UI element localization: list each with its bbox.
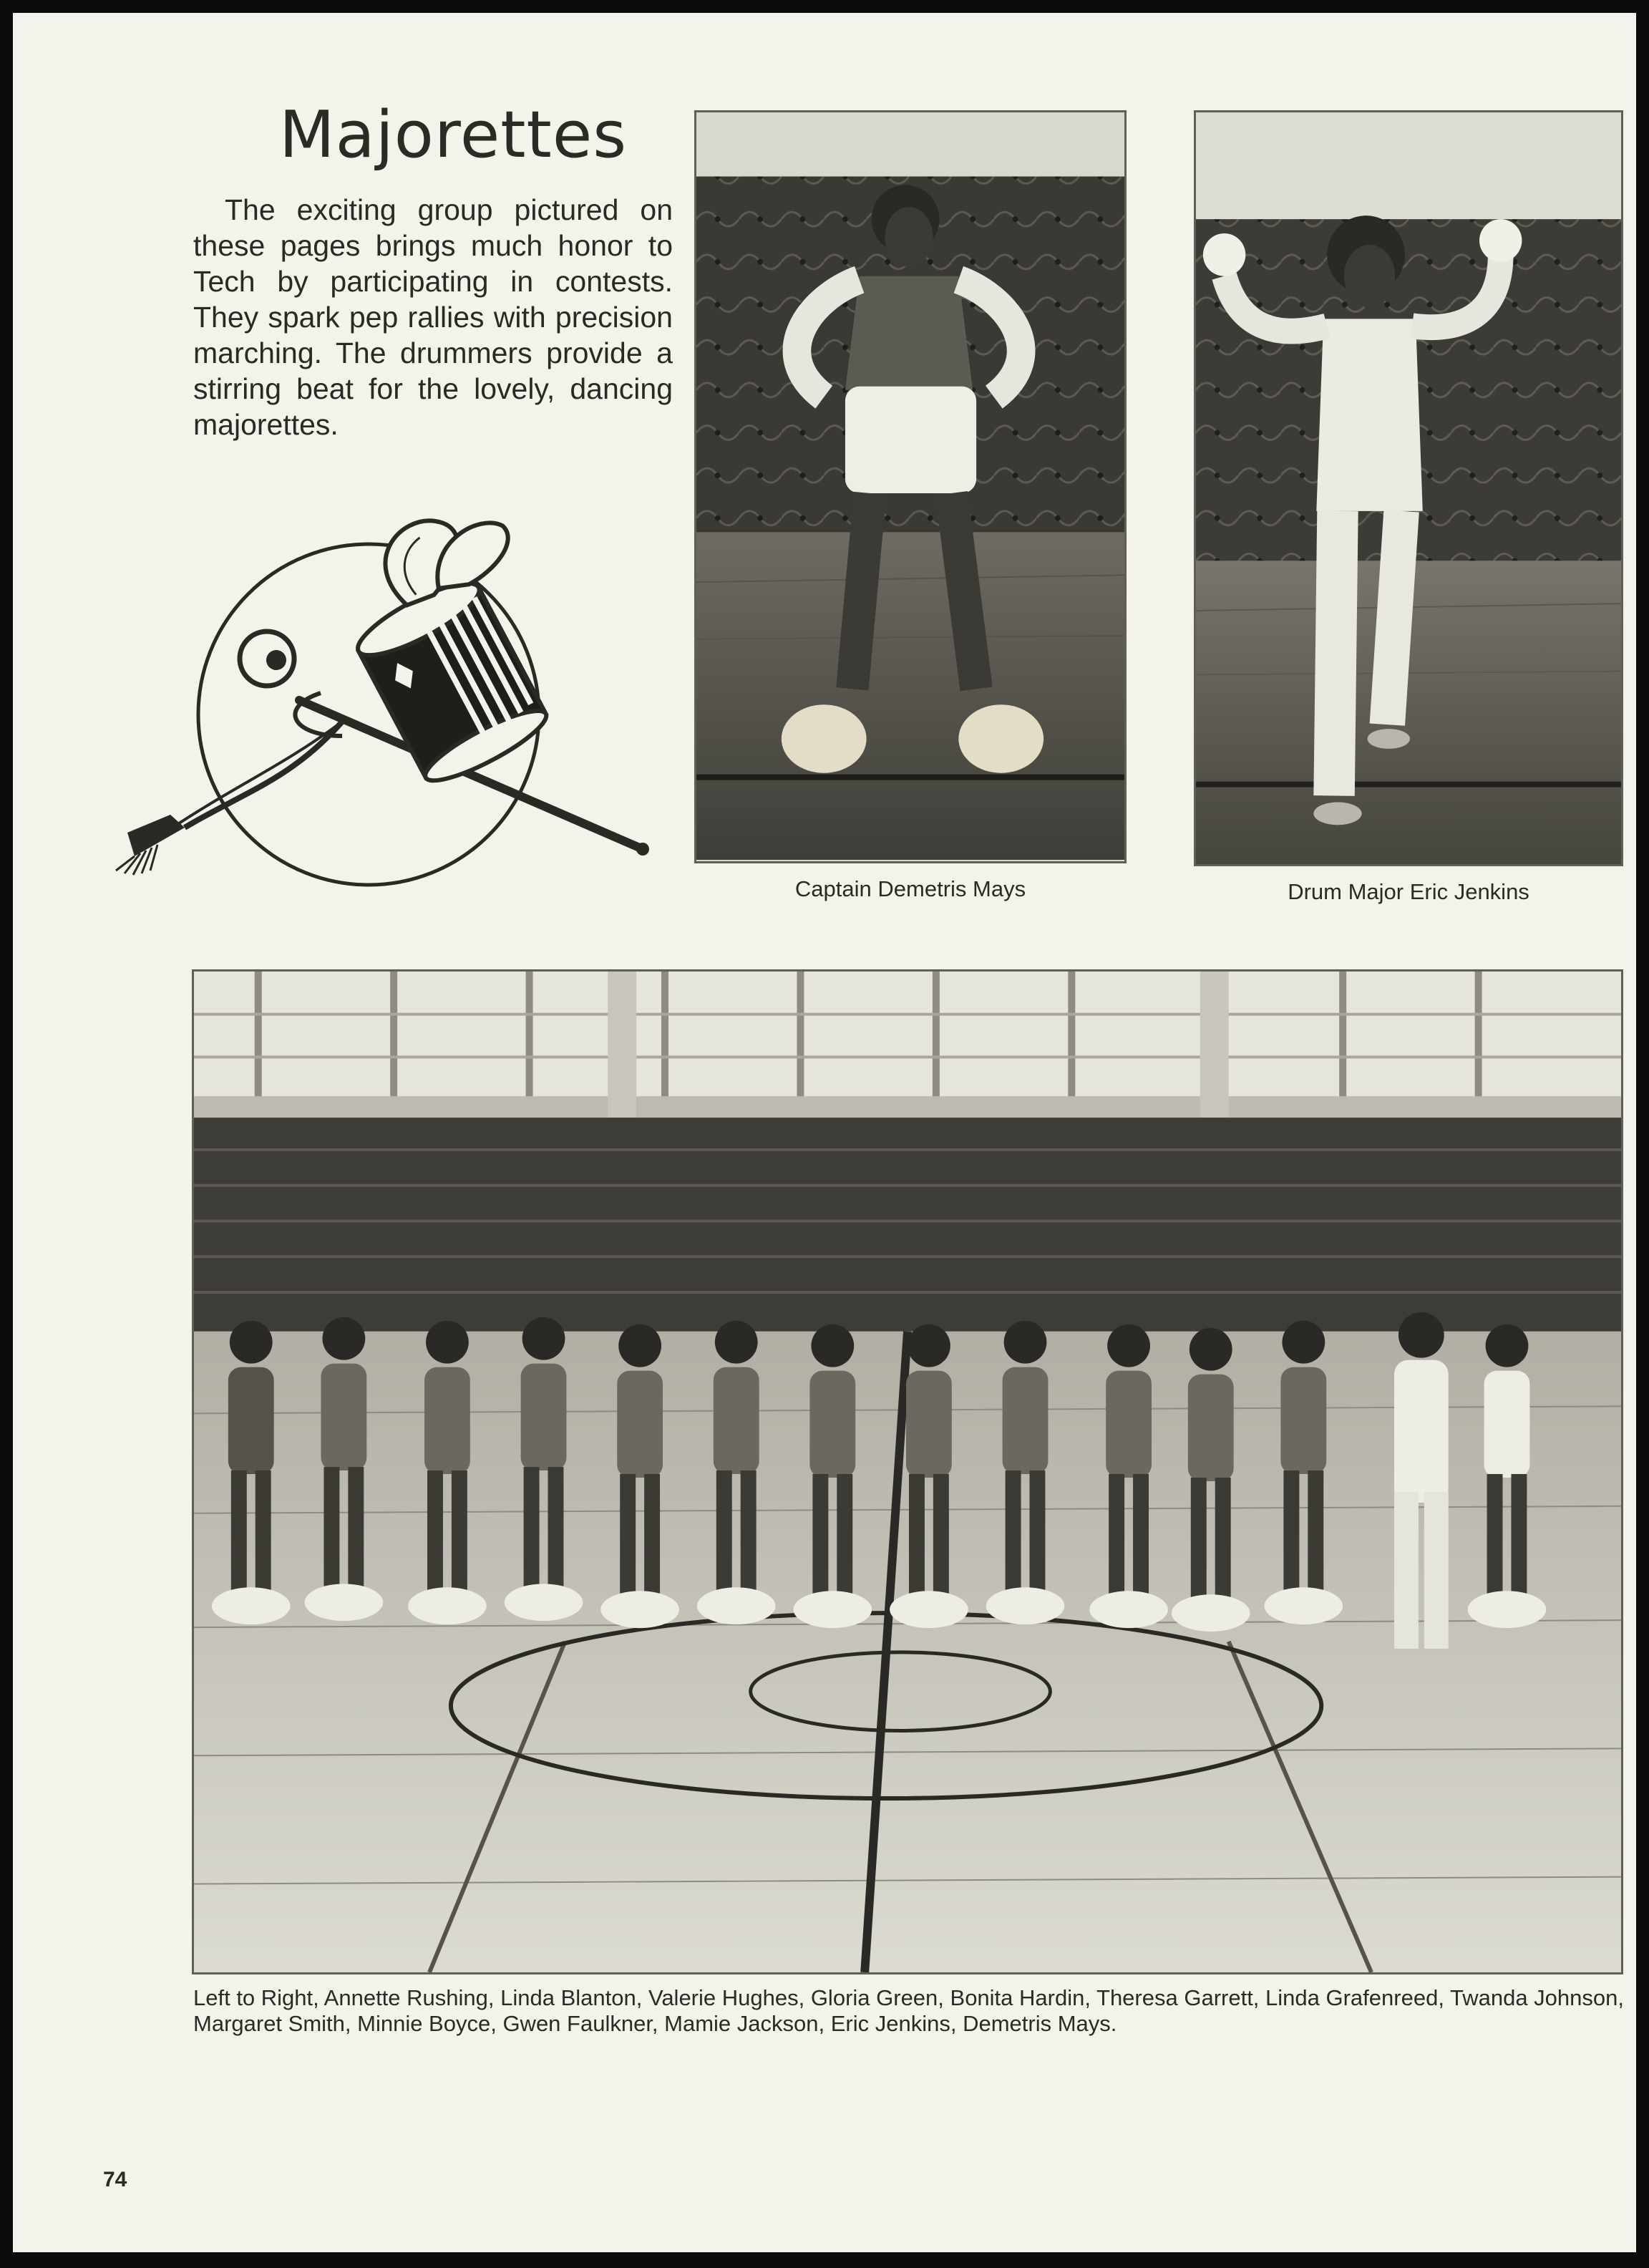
intro-paragraph: The exciting group pictured on these pages brings much honor to Tech by participating in contests. They spark pep rallies with precision marching. The drummers provide a stirring beat for the lovely, dancing majorettes. bbox=[193, 193, 673, 441]
drum-major-caption: Drum Major Eric Jenkins bbox=[1288, 879, 1529, 904]
yearbook-page bbox=[13, 13, 1636, 2252]
page-title: Majorettes bbox=[279, 97, 628, 173]
captain-caption: Captain Demetris Mays bbox=[794, 876, 1026, 901]
group-caption: Left to Right, Annette Rushing, Linda Blanton, Valerie Hughes, Gloria Green, Bonita Hardin, Theresa Garrett, Linda Grafenreed, Twanda Johnson, Margaret Smith, Minnie Boyce, Gwen Faulkner, Mamie Jackson, Eric Jenkins, Demetris Mays. bbox=[193, 1985, 1624, 2036]
captain-photo bbox=[694, 110, 1127, 863]
drum-major-photo bbox=[1194, 110, 1623, 866]
page-number: 74 bbox=[103, 2168, 127, 2191]
drum-major-hat-and-baton-icon bbox=[106, 507, 664, 893]
group-photo bbox=[192, 969, 1623, 1974]
